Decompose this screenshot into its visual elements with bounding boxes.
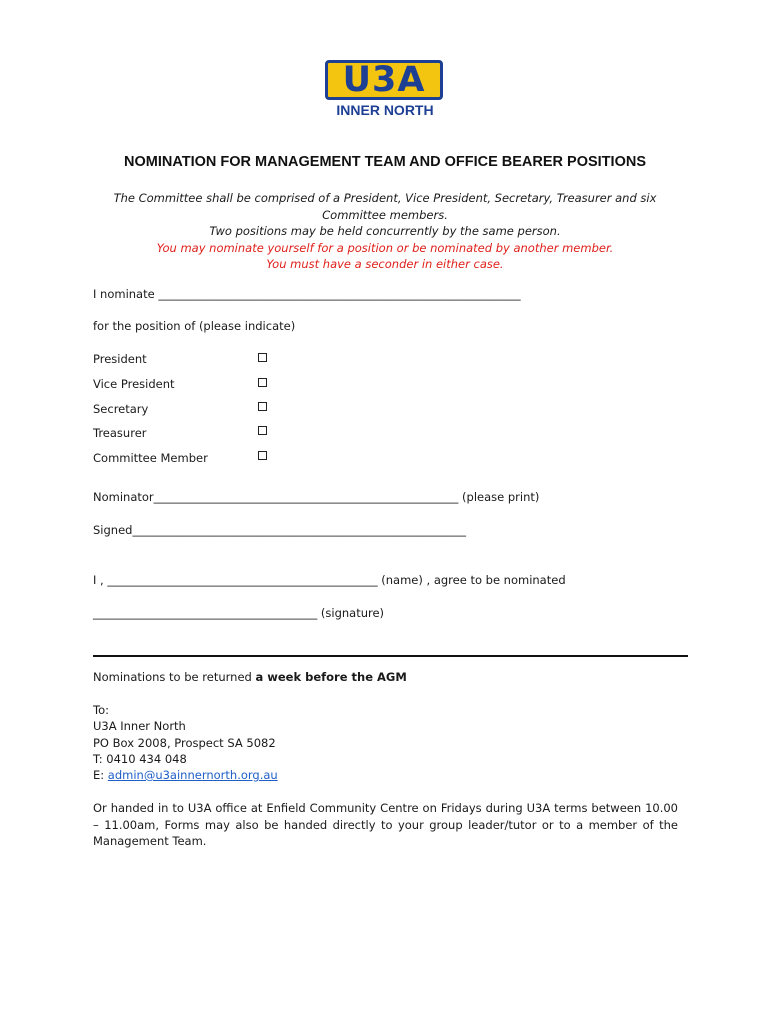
address-po-box: PO Box 2008, Prospect SA 5082: [93, 736, 276, 750]
position-label-secretary: Secretary: [93, 402, 149, 416]
position-label-committee-member: Committee Member: [93, 451, 208, 465]
logo-mark: U3A: [342, 59, 426, 100]
position-prompt: for the position of (please indicate): [93, 319, 296, 333]
position-label-president: President: [93, 352, 147, 366]
agree-line[interactable]: I , _______________________________________________ (name) , agree to be nominated: [93, 573, 566, 587]
email-link[interactable]: admin@u3ainnernorth.org.au: [107, 768, 278, 782]
return-deadline: a week before the AGM: [255, 670, 407, 684]
nominee-signature-line[interactable]: _______________________________________ (signature): [93, 606, 385, 620]
checkbox-secretary[interactable]: [258, 402, 267, 411]
signed-line[interactable]: Signed__________________________________________________________: [93, 523, 466, 537]
intro-line-concurrent: Two positions may be held concurrently by the same person.: [209, 224, 561, 238]
section-divider: [93, 655, 688, 657]
intro-text: [110, 190, 660, 273]
email-prefix: E:: [93, 768, 108, 782]
checkbox-treasurer[interactable]: [258, 426, 267, 435]
checkbox-vice-president[interactable]: [258, 378, 267, 387]
handed-in-paragraph: Or handed in to U3A office at Enfield Community Centre on Fridays during U3A terms between 10.00 – 11.00am, Forms may also be handed directly to your group leader/tutor or to a member of the Management Team.: [93, 801, 678, 848]
nominee-line[interactable]: I nominate _______________________________________________________________: [93, 287, 521, 301]
address-to-label: To:: [93, 703, 109, 717]
intro-line-nominate-self: You may nominate yourself for a position or be nominated by another member.: [156, 240, 614, 255]
nominator-line[interactable]: Nominator_____________________________________________________ (please print): [93, 490, 540, 504]
address-org: U3A Inner North: [93, 719, 186, 733]
logo-subtitle: INNER NORTH: [336, 102, 434, 118]
phone-number: T: 0410 434 048: [93, 752, 187, 766]
u3a-logo: [323, 60, 447, 120]
intro-line-seconder: You must have a seconder in either case.: [266, 257, 504, 271]
logo-badge: [325, 60, 443, 100]
intro-line-committee: The Committee shall be comprised of a President, Vice President, Secretary, Treasurer and six Committee members.: [113, 191, 657, 222]
email-line: [93, 768, 278, 782]
page-title: NOMINATION FOR MANAGEMENT TEAM AND OFFICE BEARER POSITIONS: [124, 154, 646, 170]
checkbox-president[interactable]: [258, 353, 267, 362]
position-label-vice-president: Vice President: [93, 377, 175, 391]
return-instruction: [93, 670, 407, 684]
checkbox-committee-member[interactable]: [258, 451, 267, 460]
return-text: Nominations to be returned: [93, 670, 256, 684]
position-label-treasurer: Treasurer: [93, 426, 147, 440]
